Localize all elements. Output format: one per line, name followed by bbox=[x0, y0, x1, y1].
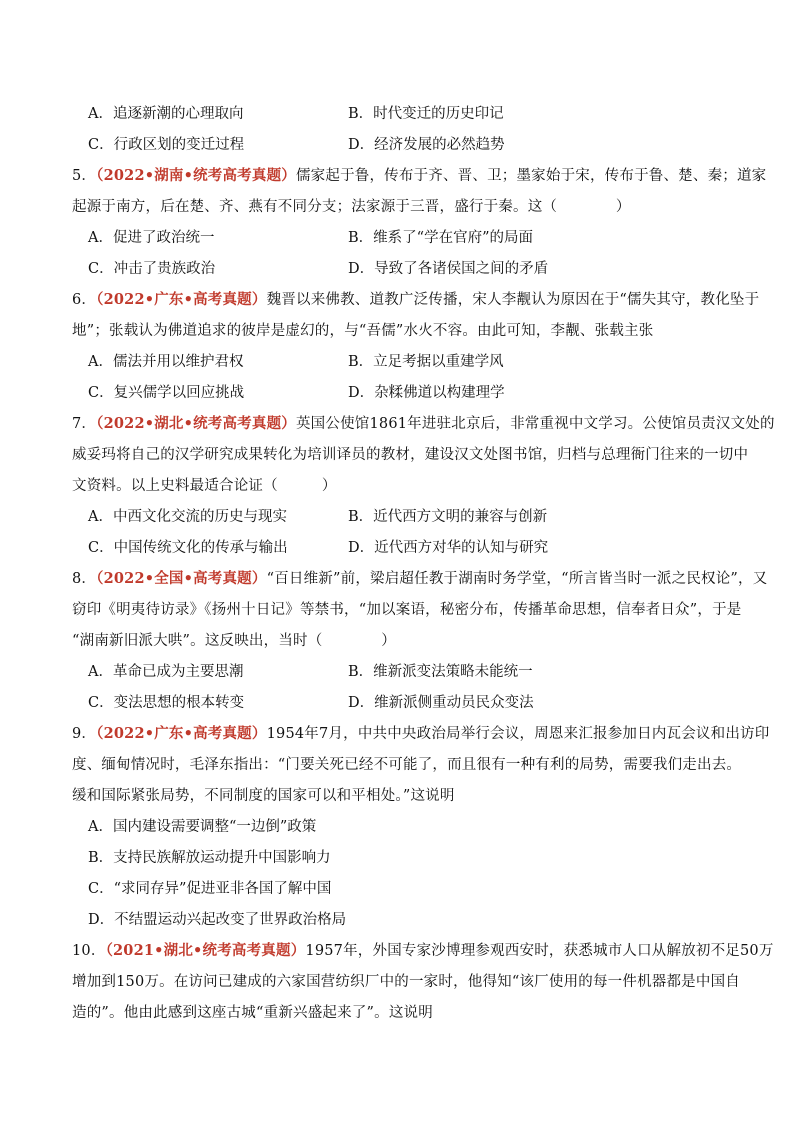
q8-option-c[interactable]: C．变法思想的根本转变 bbox=[88, 695, 245, 711]
q7-stem-line-2: 威妥玛将自己的汉学研究成果转化为培训译员的教材，建设汉文处图书馆，归档与总理衙门往来的一切中 bbox=[72, 447, 749, 463]
q5-option-d[interactable]: D．导致了各诸侯国之间的矛盾 bbox=[348, 261, 549, 277]
q7-stem-line-1 bbox=[72, 414, 775, 434]
q4-option-a[interactable]: A．追逐新潮的心理取向 bbox=[88, 106, 244, 122]
q5-stem-line-1 bbox=[72, 166, 766, 186]
q6-option-c[interactable]: C．复兴儒学以回应挑战 bbox=[88, 385, 245, 401]
q10-number: 10． bbox=[72, 943, 106, 959]
q5-option-a[interactable]: A．促进了政治统一 bbox=[88, 230, 215, 246]
q7-option-b[interactable]: B．近代西方文明的兼容与创新 bbox=[348, 509, 548, 525]
q6-stem-line-1 bbox=[72, 290, 759, 310]
q4-option-c[interactable]: C．行政区划的变迁过程 bbox=[88, 137, 245, 153]
q6-option-b[interactable]: B．立足考据以重建学风 bbox=[348, 354, 504, 370]
q7-option-a[interactable]: A．中西文化交流的历史与现实 bbox=[88, 509, 287, 525]
q9-option-d[interactable]: D．不结盟运动兴起改变了世界政治格局 bbox=[88, 912, 347, 928]
q9-option-b[interactable]: B．支持民族解放运动提升中国影响力 bbox=[88, 850, 331, 866]
q4-option-d[interactable]: D．经济发展的必然趋势 bbox=[348, 137, 505, 153]
q5-option-c[interactable]: C．冲击了贵族政治 bbox=[88, 261, 216, 277]
q4-option-b[interactable]: B．时代变迁的历史印记 bbox=[348, 106, 504, 122]
q7-option-c[interactable]: C．中国传统文化的传承与输出 bbox=[88, 540, 288, 556]
q7-text: 英国公使馆1861年进驻北京后，非常重视中文学习。公使馆员责汉文处的 bbox=[295, 416, 775, 432]
q10-text: 1957年，外国专家沙博理参观西安时，获悉城市人口从解放初不足50万 bbox=[305, 943, 774, 959]
q6-option-d[interactable]: D．杂糅佛道以构建理学 bbox=[348, 385, 505, 401]
q9-option-a[interactable]: A．国内建设需要调整“一边倒”政策 bbox=[88, 819, 317, 835]
q10-stem-line-1 bbox=[72, 941, 774, 961]
q9-source-tag: （2022•广东•高考真题） bbox=[96, 725, 267, 742]
q6-number: 6． bbox=[72, 292, 97, 308]
q7-source-tag: （2022•湖北•统考高考真题） bbox=[96, 415, 296, 432]
q9-text: 1954年7月，中共中央政治局举行会议，周恩来汇报参加日内瓦会议和出访印 bbox=[266, 726, 770, 742]
q8-number: 8． bbox=[72, 571, 97, 587]
q7-number: 7． bbox=[72, 416, 97, 432]
q5-number: 5． bbox=[72, 168, 97, 184]
q9-stem-line-3: 缓和国际紧张局势，不同制度的国家可以和平相处。”这说明 bbox=[72, 788, 455, 804]
q10-source-tag: （2021•湖北•统考高考真题） bbox=[105, 942, 306, 959]
q8-option-b[interactable]: B．维新派变法策略未能统一 bbox=[348, 664, 533, 680]
q6-source-tag: （2022•广东•高考真题） bbox=[96, 291, 267, 308]
q8-stem-line-1 bbox=[72, 569, 767, 589]
q9-option-c[interactable]: C．“求同存异”促进亚非各国了解中国 bbox=[88, 881, 332, 897]
q8-text: “百日维新”前，梁启超任教于湖南时务学堂，“所言皆当时一派之民权论”，又 bbox=[266, 571, 768, 587]
q8-stem-line-2: 窃印《明夷待访录》《扬州十日记》等禁书，“加以案语，秘密分布，传播革命思想，信奉者日众”，于是 bbox=[72, 602, 742, 618]
q6-option-a[interactable]: A．儒法并用以维护君权 bbox=[88, 354, 244, 370]
q8-option-a[interactable]: A．革命已成为主要思潮 bbox=[88, 664, 244, 680]
q9-stem-line-1 bbox=[72, 724, 769, 744]
q6-stem-line-2: 地”；张载认为佛道追求的彼岸是虚幻的，与“吾儒”水火不容。由此可知，李觏、张载主张 bbox=[72, 323, 654, 339]
q10-stem-line-3: 造的”。他由此感到这座古城“重新兴盛起来了”。这说明 bbox=[72, 1005, 433, 1021]
q10-stem-line-2: 增加到150万。在访问已建成的六家国营纺织厂中的一家时，他得知“该厂使用的每一件机器都是中国自 bbox=[72, 974, 740, 990]
q8-stem-line-3: “湖南新旧派大哄”。这反映出，当时（ ） bbox=[72, 633, 396, 649]
q7-option-d[interactable]: D．近代西方对华的认知与研究 bbox=[348, 540, 549, 556]
q9-stem-line-2: 度、缅甸情况时，毛泽东指出：“门要关死已经不可能了，而且很有一种有利的局势，需要我们走出去。 bbox=[72, 757, 742, 773]
q6-text: 魏晋以来佛教、道教广泛传播，宋人李觏认为原因在于“儒失其守，教化坠于 bbox=[266, 292, 760, 308]
q5-text: 儒家起于鲁，传布于齐、晋、卫；墨家始于宋，传布于鲁、楚、秦；道家 bbox=[295, 168, 767, 184]
q5-option-b[interactable]: B．维系了“学在官府”的局面 bbox=[348, 230, 533, 246]
q7-stem-line-3: 文资料。以上史料最适合论证（ ） bbox=[72, 478, 337, 494]
q8-option-d[interactable]: D．维新派侧重动员民众变法 bbox=[348, 695, 534, 711]
q9-number: 9． bbox=[72, 726, 97, 742]
q8-source-tag: （2022•全国•高考真题） bbox=[96, 570, 267, 587]
q5-source-tag: （2022•湖南•统考高考真题） bbox=[96, 167, 296, 184]
q5-stem-line-2: 起源于南方，后在楚、齐、燕有不同分支；法家源于三晋，盛行于秦。这（ ） bbox=[72, 199, 631, 215]
